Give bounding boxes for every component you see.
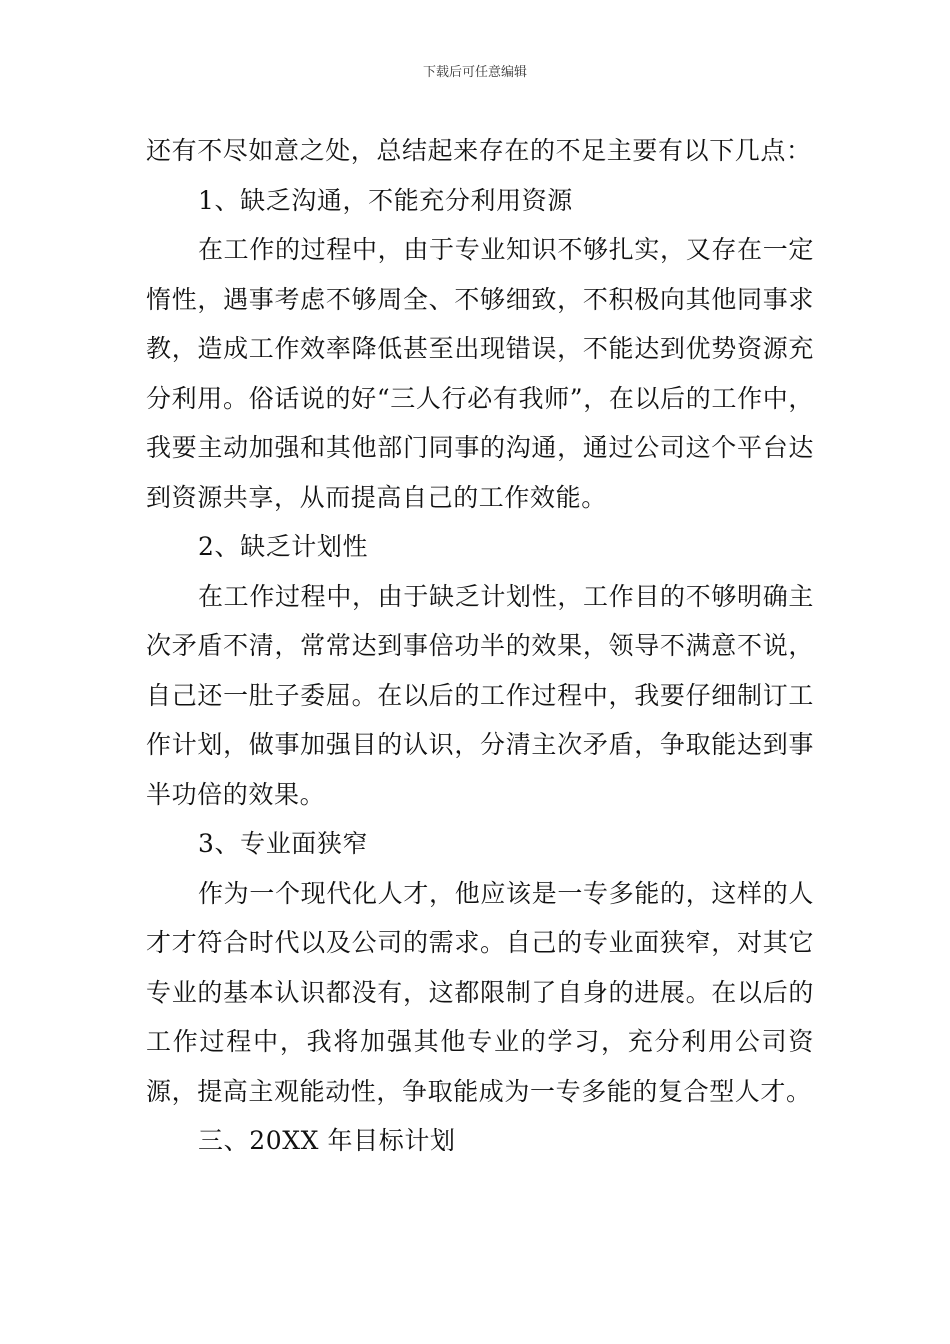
paragraph-expertise: 作为一个现代化人才，他应该是一专多能的，这样的人才才符合时代以及公司的需求。自己的专业面狭窄，对其它专业的基本认识都没有，这都限制了自身的进展。在以后的工作过程中，我将加强其他专业的学习，充分利用公司资源，提高主观能动性，争取能成为一专多能的复合型人才。 [146,878,814,1106]
heading-lack-of-planning: 2、缺乏计划性 [198,532,369,561]
heading-annual-goals: 三、20XX 年目标计划 [198,1126,456,1155]
paragraph-intro-continuation: 还有不尽如意之处，总结起来存在的不足主要有以下几点： [146,136,812,165]
heading-lack-of-communication: 1、缺乏沟通，不能充分利用资源 [198,185,573,215]
paragraph-communication: 在工作的过程中，由于专业知识不够扎实，又存在一定惰性，遇事考虑不够周全、不够细致，不积极向其他同事求教，造成工作效率降低甚至出现错误，不能达到优势资源充分利用。俗话说的好“三人行必有我师”，在以后的工作中，我要主动加强和其他部门同事的沟通，通过公司这个平台达到资源共享，从而提高自己的工作效能。 [146,235,814,512]
document-body [146,126,814,1166]
page-header: 下载后可任意编辑 [422,65,527,80]
heading-narrow-expertise: 3、专业面狭窄 [198,829,369,858]
paragraph-planning: 在工作过程中，由于缺乏计划性，工作目的不够明确主次矛盾不清，常常达到事倍功半的效果，领导不满意不说，自己还一肚子委屈。在以后的工作过程中，我要仔细制订工作计划，做事加强目的认识，分清主次矛盾，争取能达到事半功倍的效果。 [146,581,814,809]
